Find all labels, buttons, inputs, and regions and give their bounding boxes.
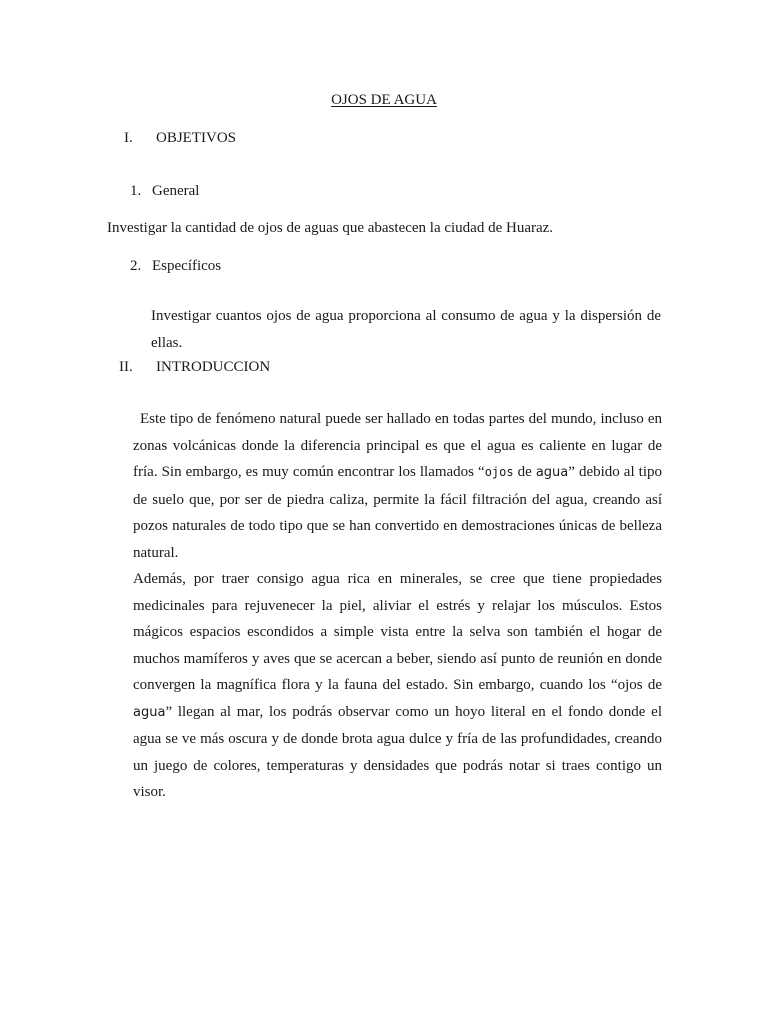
section-heading: OBJETIVOS bbox=[156, 130, 237, 146]
section-heading: INTRODUCCION bbox=[156, 359, 271, 375]
specific-objective-text: Investigar cuantos ojos de agua proporciona al consumo de agua y la dispersión de ellas. bbox=[151, 308, 661, 351]
intro-paragraph-1 bbox=[133, 406, 662, 566]
intro-paragraph-2 bbox=[133, 566, 662, 806]
general-objective-text: Investigar la cantidad de ojos de aguas que abastecen la ciudad de Huaraz. bbox=[107, 220, 554, 236]
intro-p2-text: Además, por traer consigo agua rica en minerales, se cree que tiene propiedades medicinales para rejuvenecer la piel, aliviar el estrés y relajar los músculos. Estos mágicos espacios escondidos a simple vista entre la selva son también el hogar de muchos mamíferos y aves que se acercan a beber, siendo así punto de reunión en donde convergen la magnífica flora y la fauna del estado. Sin embargo, cuando los “ojos de bbox=[133, 571, 662, 693]
section-numeral: I. bbox=[124, 130, 133, 146]
document-title: OJOS DE AGUA bbox=[331, 92, 437, 108]
subsection-heading: General bbox=[152, 183, 200, 199]
intro-p2-text: ” llegan al mar, los podrás observar como un hoyo literal en el fondo donde el agua se ve más oscura y de donde brota agua dulce y fría de las profundidades, creando un juego de colores, temperaturas y densidades que podrás notar si traes contigo un visor. bbox=[133, 703, 662, 800]
subsection-number: 1. bbox=[130, 183, 142, 199]
subsection-heading: Específicos bbox=[152, 258, 222, 274]
section-numeral: II. bbox=[119, 359, 133, 375]
intro-p1-text: de bbox=[513, 464, 536, 480]
intro-p1-text: Este tipo de fenómeno natural puede ser hallado en todas partes del mundo, incluso en zonas volcánicas donde la diferencia principal es que el agua es caliente en lugar de fría. Sin embargo, es muy común encontrar los llamados “ bbox=[133, 411, 662, 480]
subsection-number: 2. bbox=[130, 258, 142, 274]
intro-p1-text: ” debido al tipo de suelo que, por ser de piedra caliza, permite la fácil filtración del agua, creando así pozos naturales de todo tipo que se han convertido en demostraciones únicas de belleza natural. bbox=[133, 464, 662, 561]
intro-p2-sans-word: agua bbox=[133, 704, 166, 720]
intro-p1-mono-word: ojos bbox=[484, 465, 514, 479]
intro-p1-sans-word: agua bbox=[535, 465, 569, 480]
